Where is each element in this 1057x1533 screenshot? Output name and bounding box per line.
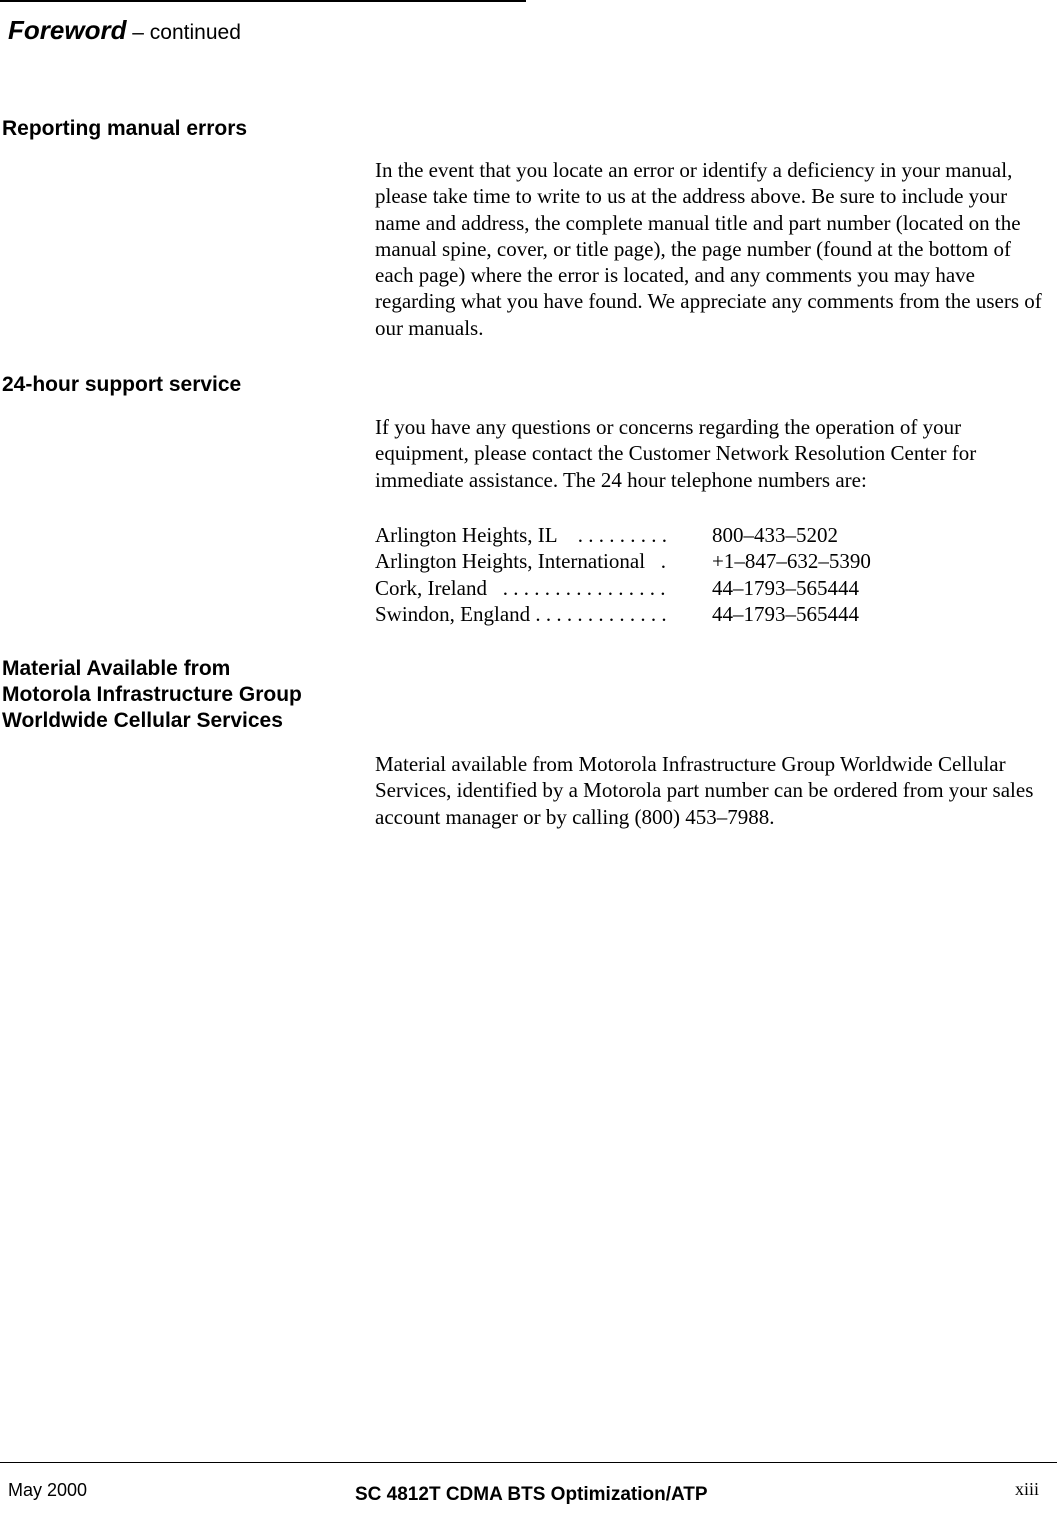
heading-material-available <box>2 656 302 734</box>
heading-line: Worldwide Cellular Services <box>2 709 283 732</box>
paragraph-reporting: In the event that you locate an error or identify a deficiency in your manual, please take time to write to us at the address above. Be sure to include your name and address, the complete manual title and part number (located on the manual spine, cover, or title page), the page number (found at the bottom of each page) where the error is located, and any comments you may have regarding what you have found. We appreciate any comments from the users of our manuals. <box>375 158 1042 340</box>
contact-row <box>375 548 871 574</box>
contact-number: +1–847–632–5390 <box>712 549 871 574</box>
contact-row <box>375 575 871 601</box>
header-rule <box>0 0 526 2</box>
contact-number: 44–1793–565444 <box>712 601 859 626</box>
footer-page-number: xiii <box>1014 1479 1039 1499</box>
contact-location: Arlington Heights, International . <box>375 549 667 574</box>
header-continued: – continued <box>126 21 241 44</box>
contact-location: Swindon, England . . . . . . . . . . . . . <box>375 601 667 626</box>
contact-row <box>375 601 871 627</box>
footer-document-title: SC 4812T CDMA BTS Optimization/ATP <box>355 1484 708 1505</box>
footer-rule <box>0 1462 1057 1463</box>
contact-number: 800–433–5202 <box>712 523 838 547</box>
footer-date: May 2000 <box>8 1480 88 1500</box>
heading-line: Material Available from <box>2 657 231 680</box>
contact-row <box>375 522 871 548</box>
page-header <box>8 15 241 46</box>
heading-line: Motorola Infrastructure Group <box>2 683 302 706</box>
paragraph-material: Material available from Motorola Infrastructure Group Worldwide Cellular Services, identified by a Motorola part number can be ordered from your sales account manager or by calling (800) 453–7988. <box>375 752 1034 829</box>
support-phone-list <box>375 522 871 627</box>
contact-location: Arlington Heights, IL . . . . . . . . . <box>375 523 668 547</box>
paragraph-support: If you have any questions or concerns regarding the operation of your equipment, please contact the Customer Network Resolution Center for immediate assistance. The 24 hour telephone numbers are: <box>375 415 977 492</box>
header-title: Foreword <box>8 15 127 45</box>
contact-number: 44–1793–565444 <box>712 575 859 600</box>
heading-reporting-manual-errors: Reporting manual errors <box>2 117 248 140</box>
heading-support-service: 24-hour support service <box>2 373 242 396</box>
contact-location: Cork, Ireland . . . . . . . . . . . . . . . . <box>375 575 666 600</box>
